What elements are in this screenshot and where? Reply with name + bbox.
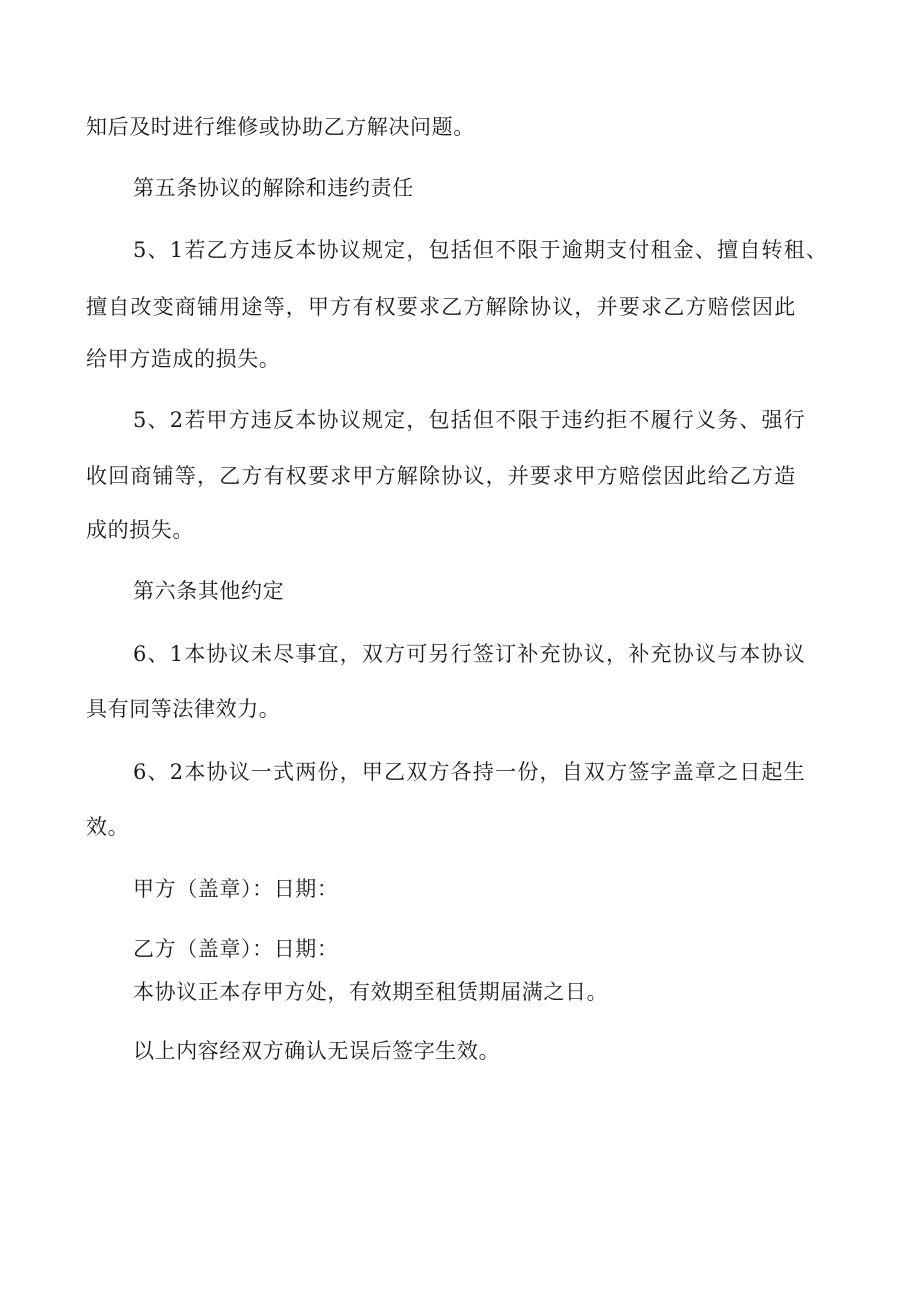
paragraph-continuation: 知后及时进行维修或协助乙方解决问题。 (86, 115, 475, 139)
party-a-signature-line: 甲方（盖章）：日期： (133, 877, 339, 901)
party-b-signature-line: 乙方（盖章）：日期： (133, 937, 339, 961)
section-heading-article-5: 第五条协议的解除和违约责任 (133, 176, 414, 200)
clause-5-2-line-2: 收回商铺等，乙方有权要求甲方解除协议，并要求甲方赔偿因此给乙方造 (86, 464, 797, 488)
clause-5-2-line-3: 成的损失。 (86, 518, 194, 542)
section-heading-article-6: 第六条其他约定 (133, 579, 285, 603)
clause-6-1-line-1: 6、1本协议未尽事宜，双方可另行签订补充协议，补充协议与本协议 (133, 642, 806, 666)
clause-6-1-line-2: 具有同等法律效力。 (86, 697, 281, 721)
clause-5-1-line-3: 给甲方造成的损失。 (86, 347, 281, 371)
confirmation-note: 以上内容经双方确认无误后签字生效。 (133, 1039, 501, 1063)
clause-5-2-line-1: 5、2若甲方违反本协议规定，包括但不限于违约拒不履行义务、强行 (133, 408, 806, 432)
clause-6-2-line-1: 6、2本协议一式两份，甲乙双方各持一份，自双方签字盖章之日起生 (133, 760, 806, 784)
clause-5-1-line-1: 5、1若乙方违反本协议规定，包括但不限于逾期支付租金、擅自转租、 (133, 238, 829, 262)
original-copy-note: 本协议正本存甲方处，有效期至租赁期届满之日。 (133, 980, 609, 1004)
clause-6-2-line-2: 效。 (86, 815, 130, 839)
clause-5-1-line-2: 擅自改变商铺用途等，甲方有权要求乙方解除协议，并要求乙方赔偿因此 (86, 295, 797, 319)
